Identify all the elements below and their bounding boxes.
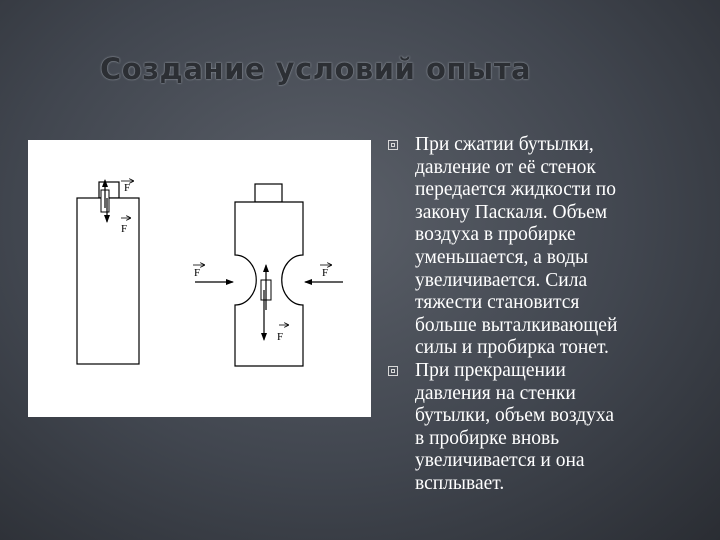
bullet-line: При прекращении [415,359,566,381]
bullet-line: увеличивается и она [415,450,585,472]
bullet-line: увеличивается. Сила [415,269,588,291]
label-force-right: F [322,267,329,279]
label-force-left: F [194,267,201,279]
bullet-item [388,134,708,360]
label-force-down-squeezed: F [277,331,284,343]
bullet-line: больше выталкивающей [415,314,618,336]
bullet-line: бутылки, объем воздуха [415,405,615,427]
bottle-body [77,198,139,364]
experiment-illustration [28,140,371,417]
label-force-down: F [121,223,128,235]
bullet-line: давление от её стенок [415,156,596,178]
bottle-normal [77,180,139,364]
bullet-line: При сжатии бутылки, [415,134,594,155]
bullet-checkbox-icon [388,140,398,150]
bullet-line: воздуха в пробирке [415,224,576,246]
bullet-checkbox-icon [388,366,398,376]
experiment-diagram [28,140,371,417]
bullet-list [388,134,708,496]
bullet-item [388,360,708,496]
bullet-line: передается жидкости по [415,179,616,201]
bottle-cap [255,184,282,202]
bullet-line: в пробирке вновь [415,427,560,449]
bullet-line: тяжести становится [415,292,580,314]
bottle-squeezed [193,184,343,366]
bullet-line: всплывает. [415,472,505,494]
bullet-line: уменьшается, а воды [415,246,589,268]
slide-title: Создание условий опыта [100,52,532,86]
bullet-line: закону Паскаля. Объем [415,201,608,223]
bullet-line: давления на стенки [415,382,576,404]
label-force-up: F [124,182,131,194]
bullet-line: силы и пробирка тонет. [415,337,609,359]
